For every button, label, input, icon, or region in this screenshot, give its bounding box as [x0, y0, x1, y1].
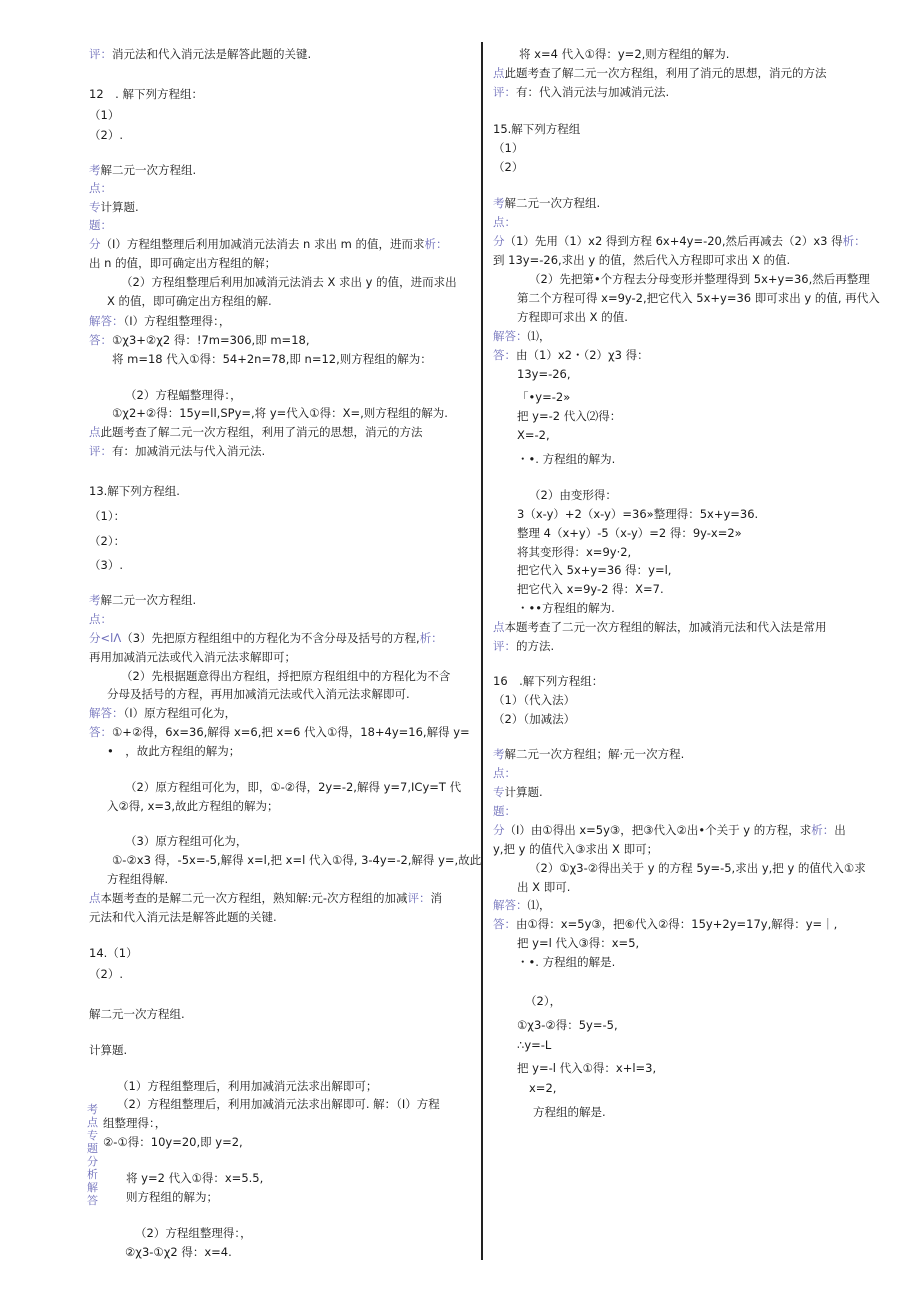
zhuanti: 专计算题. [493, 785, 543, 799]
problem-15-part2: （2） [493, 160, 524, 174]
answer-line: 答：①χ3+②χ2 得：!7m=306,即 m=18, [89, 333, 310, 347]
kaodian: 考解二元一次方程组. [493, 196, 601, 210]
answer-line: 答：由（1）x2・（2）χ3 得： [493, 348, 649, 362]
answer-line: 答：由①得：x=5y③，把⑥代入②得：15y+2y=17y,解得：y=｜, [493, 917, 838, 931]
comment-line: 评：有：加减消元法与代入消元法. [89, 444, 266, 458]
solution-line: 解答：（I）原方程组可化为， [89, 706, 237, 720]
analysis-line: 出 n 的值，即可确定出方程组的解； [89, 256, 277, 270]
analysis-line: 分<lΛ（3）先把原方程组组中的方程化为不含分母及括号的方程,析： [89, 631, 443, 645]
analysis-line: 分（I）方程组整理后利用加减消元法消去 n 求出 m 的值，进而求析： [89, 237, 448, 251]
answer-line: ・••方程组的解为. [517, 601, 615, 615]
analysis-line: 组整理得：， [103, 1116, 167, 1130]
comment-line: 评：的方法. [493, 639, 555, 653]
answer-line: 整理 4（x+y）-5（x-y）=2 得：9y-x=2» [517, 526, 742, 540]
answer-line: 方程组的解是. [533, 1105, 606, 1119]
analysis-line: 方程即可求出 X 的值. [517, 310, 628, 324]
answer-line: 将 y=2 代入①得：x=5.5, [126, 1171, 264, 1185]
solution-line: 解答：⑴， [493, 898, 551, 912]
kaodian-label: 点： [493, 215, 516, 229]
analysis-line: （2）先根据题意得出方程组，捋把原方程组组中的方程化为不含 [121, 669, 451, 683]
answer-line: 把 y=-2 代入⑵得： [517, 409, 622, 423]
kaodian: 考解二元一次方程组. [89, 593, 197, 607]
analysis-line: （2）①χ3-②得出关于 y 的方程 5y=-5,求出 y,把 y 的值代入①求 [529, 861, 866, 875]
problem-15-part1: （1） [493, 141, 524, 155]
problem-14-part2: （2）. [89, 967, 123, 981]
answer-line: ②-①得：10y=20,即 y=2, [103, 1135, 243, 1149]
answer-line: （2）方程组整理得：， [135, 1226, 252, 1240]
kaodian-label: 点： [493, 766, 516, 780]
problem-12-part2: （2）. [89, 128, 123, 142]
answer-line: 「•y=-2» [517, 390, 571, 404]
analysis-line: 到 13y=-26,求出 y 的值，然后代入方程即可求出 X 的值. [493, 253, 791, 267]
answer-line: 入②得, x=3,故此方程组的解为； [107, 799, 279, 813]
problem-12-title: 12 . 解下列方程组： [89, 87, 203, 101]
solution-line: 解答：⑴， [493, 329, 551, 343]
answer-line: （2）由变形得： [529, 488, 617, 502]
answer-line: 3（x-y）+2（x-y）=36»整理得：5x+y=36. [517, 507, 759, 521]
answer-line: （2）原方程组可化为，即，①-②得，2y=-2,解得 y=7,ICy=T 代 [125, 780, 462, 794]
answer-line: 把它代入 x=9y-2 得：X=7. [517, 582, 664, 596]
answer-line: 将其变形得：x=9y·2, [517, 545, 632, 559]
problem-14-title: 14.（1） [89, 946, 138, 960]
problem-13-title: 13.解下列方程组. [89, 484, 180, 498]
comment-line: 元法和代入消元法是解答此题的关键. [89, 910, 277, 924]
comment-line: 点本题考查的是解二元一次方程组，熟知解:元-次方程组的加减评：消 [89, 891, 443, 905]
answer-line: （2）， [525, 994, 562, 1008]
answer-line: ①-②x3 得，-5x=-5,解得 x=l,把 x=l 代入①得, 3-4y=-2,解得 y=,故此 [112, 853, 482, 867]
analysis-line: 再用加减消元法或代入消元法求解即可； [89, 650, 296, 664]
comment-line: 评：有：代入消元法与加减消元法. [493, 85, 670, 99]
kaodian-label: 点： [89, 612, 112, 626]
zhuanti-label: 题： [89, 218, 112, 232]
answer-line: • ，故此方程组的解为； [107, 744, 241, 758]
answer-line: ①χ3-②得：5y=-5, [517, 1018, 618, 1032]
answer-line: 把 y=l 代入③得：x=5, [517, 936, 640, 950]
comment-line: 点本题考查了二元一次方程组的解法，加减消元法和代入法是常用 [493, 620, 827, 634]
kaodian: 考解二元一次方程组. [89, 163, 197, 177]
answer-line: ∴y=-L [517, 1038, 552, 1052]
analysis-line: 出 X 即可. [517, 880, 571, 894]
answer-line: 把 y=-l 代入①得：x+l=3, [517, 1061, 657, 1075]
zhuanti-label: 题： [493, 804, 516, 818]
answer-line: 把它代入 5x+y=36 得：y=l, [517, 563, 672, 577]
kaodian: 解二元一次方程组. [89, 1007, 185, 1021]
answer-line: 将 m=18 代入①得：54+2n=78,即 n=12,则方程组的解为： [112, 352, 432, 366]
problem-12-part1: （1） [89, 108, 120, 122]
comment-line: 点此题考查了解二元一次方程组，利用了消元的思想，消元的方法 [89, 425, 423, 439]
answer-line: 答：①+②得，6x=36,解得 x=6,把 x=6 代入①得，18+4y=16,解得 y= [89, 725, 470, 739]
answer-line: X=-2, [517, 428, 550, 442]
answer-line: 则方程组的解为； [126, 1190, 218, 1204]
column-divider [481, 42, 483, 1260]
analysis-line: 分母及括号的方程，再用加减消元法或代入消元法求解即可. [107, 687, 410, 701]
analysis-line: y,把 y 的值代入③求出 X 即可； [493, 842, 659, 856]
zhuanti: 计算题. [89, 1043, 128, 1057]
problem-13-part1: （1）： [89, 509, 126, 523]
answer-line: x=2, [529, 1081, 557, 1095]
problem-15-title: 15.解下列方程组 [493, 122, 581, 136]
answer-line: ②χ3-①χ2 得：x=4. [125, 1245, 232, 1259]
analysis-line: （2）方程组整理后，利用加减消元法求出解即可. 解：（I）方程 [117, 1097, 440, 1111]
analysis-line: （1）方程组整理后，利用加减消元法求出解即可； [117, 1079, 378, 1093]
analysis-line: 第二个方程可得 x=9y-2,把它代入 5x+y=36 即可求出 y 的值, 再代入 [517, 291, 880, 305]
comment-line: 点此题考查了解二元一次方程组，利用了消元的思想，消元的方法 [493, 66, 827, 80]
problem-13-part3: （3）. [89, 558, 123, 572]
analysis-line: （2）先把第•个方程去分母变形并整理得到 5x+y=36,然后再整理 [529, 272, 870, 286]
kaodian-label: 点： [89, 181, 112, 195]
analysis-line: 分（I）由①得出 x=5y③，把③代入②出•个关于 y 的方程，求析：出 [493, 823, 846, 837]
answer-line: 方程组得解. [107, 872, 169, 886]
answer-line: 13y=-26, [517, 367, 571, 381]
analysis-line: X 的值，即可确定出方程组的解. [107, 294, 272, 308]
comment-line: 评：消元法和代入消元法是解答此题的关键. [89, 47, 312, 61]
answer-line: ①χ2+②得：15y=ll,SPy=,将 y=代入①得：X=,则方程组的解为. [112, 406, 448, 420]
analysis-line: 分（1）先用（1）x2 得到方程 6x+4y=-20,然后再减去（2）x3 得析： [493, 234, 866, 248]
answer-line: （2）方程蝠整理得：， [125, 388, 242, 402]
solution-line: 解答：（I）方程组整理得：， [89, 314, 231, 328]
problem-16-part1: （1）（代入法） [493, 693, 576, 707]
answer-line: 将 x=4 代入①得：y=2,则方程组的解为. [519, 47, 730, 61]
analysis-line: （2）方程组整理后利用加减消元法消去 X 求出 y 的值，进而求出 [121, 275, 457, 289]
problem-16-title: 16 .解下列方程组： [493, 674, 604, 688]
zhuanti: 专计算题. [89, 200, 139, 214]
kaodian: 考解二元一次方程组；解·元一次方程. [493, 747, 685, 761]
answer-line: ・•. 方程组的解是. [517, 955, 616, 969]
problem-16-part2: （2）（加减法） [493, 712, 576, 726]
answer-line: （3）原方程组可化为， [125, 834, 248, 848]
answer-line: ・•. 方程组的解为. [517, 452, 616, 466]
problem-13-part2: （2）： [89, 534, 126, 548]
side-labels: 考点专题分析解答 [87, 1103, 98, 1207]
